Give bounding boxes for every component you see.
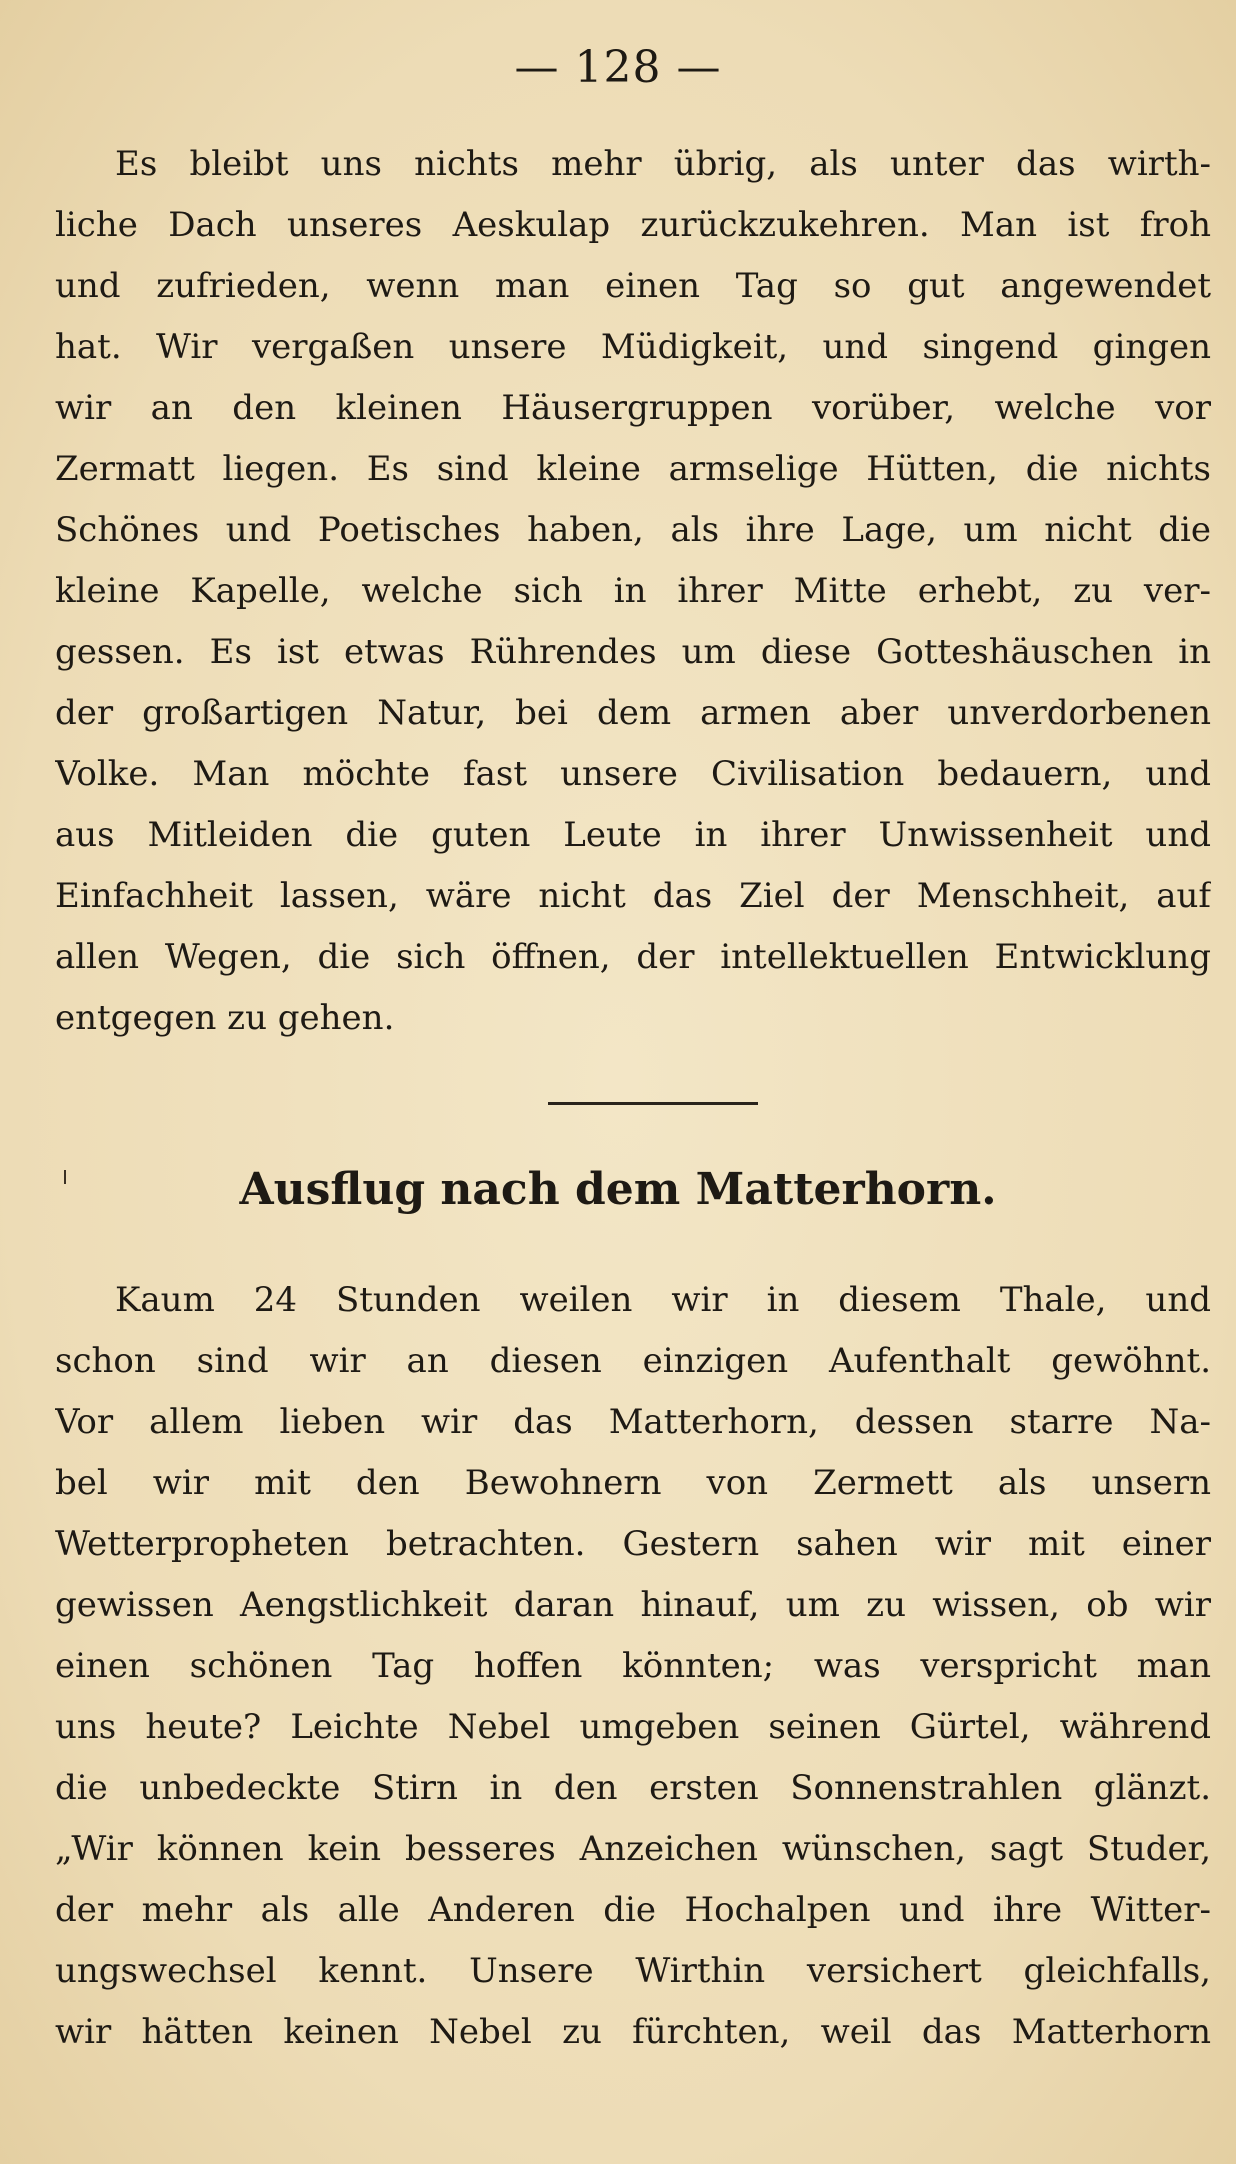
paragraph-line: der mehr als alle Anderen die Hochalpen und ihre Witter- [55, 1890, 1211, 1930]
page-number: — 128 — [514, 42, 722, 93]
paragraph-line: allen Wegen, die sich öffnen, der intellektuellen Entwicklung [55, 937, 1211, 977]
section-divider [548, 1102, 758, 1105]
paragraph-line: und zufrieden, wenn man einen Tag so gut angewendet [55, 266, 1211, 306]
paragraph-line: uns heute? Leichte Nebel umgeben seinen Gürtel, während [55, 1707, 1211, 1747]
paragraph-line: Es bleibt uns nichts mehr übrig, als unter das wirth- [115, 144, 1211, 184]
paragraph-line: aus Mitleiden die guten Leute in ihrer Unwissenheit und [55, 815, 1211, 855]
paragraph-line: schon sind wir an diesen einzigen Aufenthalt gewöhnt. [55, 1341, 1211, 1381]
paragraph-line: Einfachheit lassen, wäre nicht das Ziel der Menschheit, auf [55, 876, 1211, 916]
paragraph-line: liche Dach unseres Aeskulap zurückzukehren. Man ist froh [55, 205, 1211, 245]
paragraph-line: Kaum 24 Stunden weilen wir in diesem Thale, und [115, 1280, 1211, 1320]
paragraph-line: bel wir mit den Bewohnern von Zermett als unsern [55, 1463, 1211, 1503]
paragraph-line: die unbedeckte Stirn in den ersten Sonnenstrahlen glänzt. [55, 1768, 1211, 1808]
paragraph-line: „Wir können kein besseres Anzeichen wünschen, sagt Studer, [55, 1829, 1211, 1869]
paragraph-line: hat. Wir vergaßen unsere Müdigkeit, und singend gingen [55, 327, 1211, 367]
paragraph-line: ungswechsel kennt. Unsere Wirthin versichert gleichfalls, [55, 1951, 1211, 1991]
paragraph-line: Volke. Man möchte fast unsere Civilisation bedauern, und [55, 754, 1211, 794]
paragraph-line: Zermatt liegen. Es sind kleine armselige Hütten, die nichts [55, 449, 1211, 489]
section-heading: Ausflug nach dem Matterhorn. [239, 1164, 997, 1215]
paragraph-line: kleine Kapelle, welche sich in ihrer Mitte erhebt, zu ver- [55, 571, 1211, 611]
paragraph-line: Wetterpropheten betrachten. Gestern sahen wir mit einer [55, 1524, 1211, 1564]
paragraph-line: Schönes und Poetisches haben, als ihre Lage, um nicht die [55, 510, 1211, 550]
paragraph-line: wir an den kleinen Häusergruppen vorüber, welche vor [55, 388, 1211, 428]
paragraph-line: gessen. Es ist etwas Rührendes um diese Gotteshäuschen in [55, 632, 1211, 672]
paragraph-line: der großartigen Natur, bei dem armen aber unverdorbenen [55, 693, 1211, 733]
paragraph-line: einen schönen Tag hoffen könnten; was verspricht man [55, 1646, 1211, 1686]
paragraph-line: Vor allem lieben wir das Matterhorn, dessen starre Na- [55, 1402, 1211, 1442]
paragraph-line: wir hätten keinen Nebel zu fürchten, weil das Matterhorn [55, 2012, 1211, 2052]
paragraph-line: gewissen Aengstlichkeit daran hinauf, um zu wissen, ob wir [55, 1585, 1211, 1625]
paragraph-line-last: entgegen zu gehen. [55, 998, 395, 1038]
